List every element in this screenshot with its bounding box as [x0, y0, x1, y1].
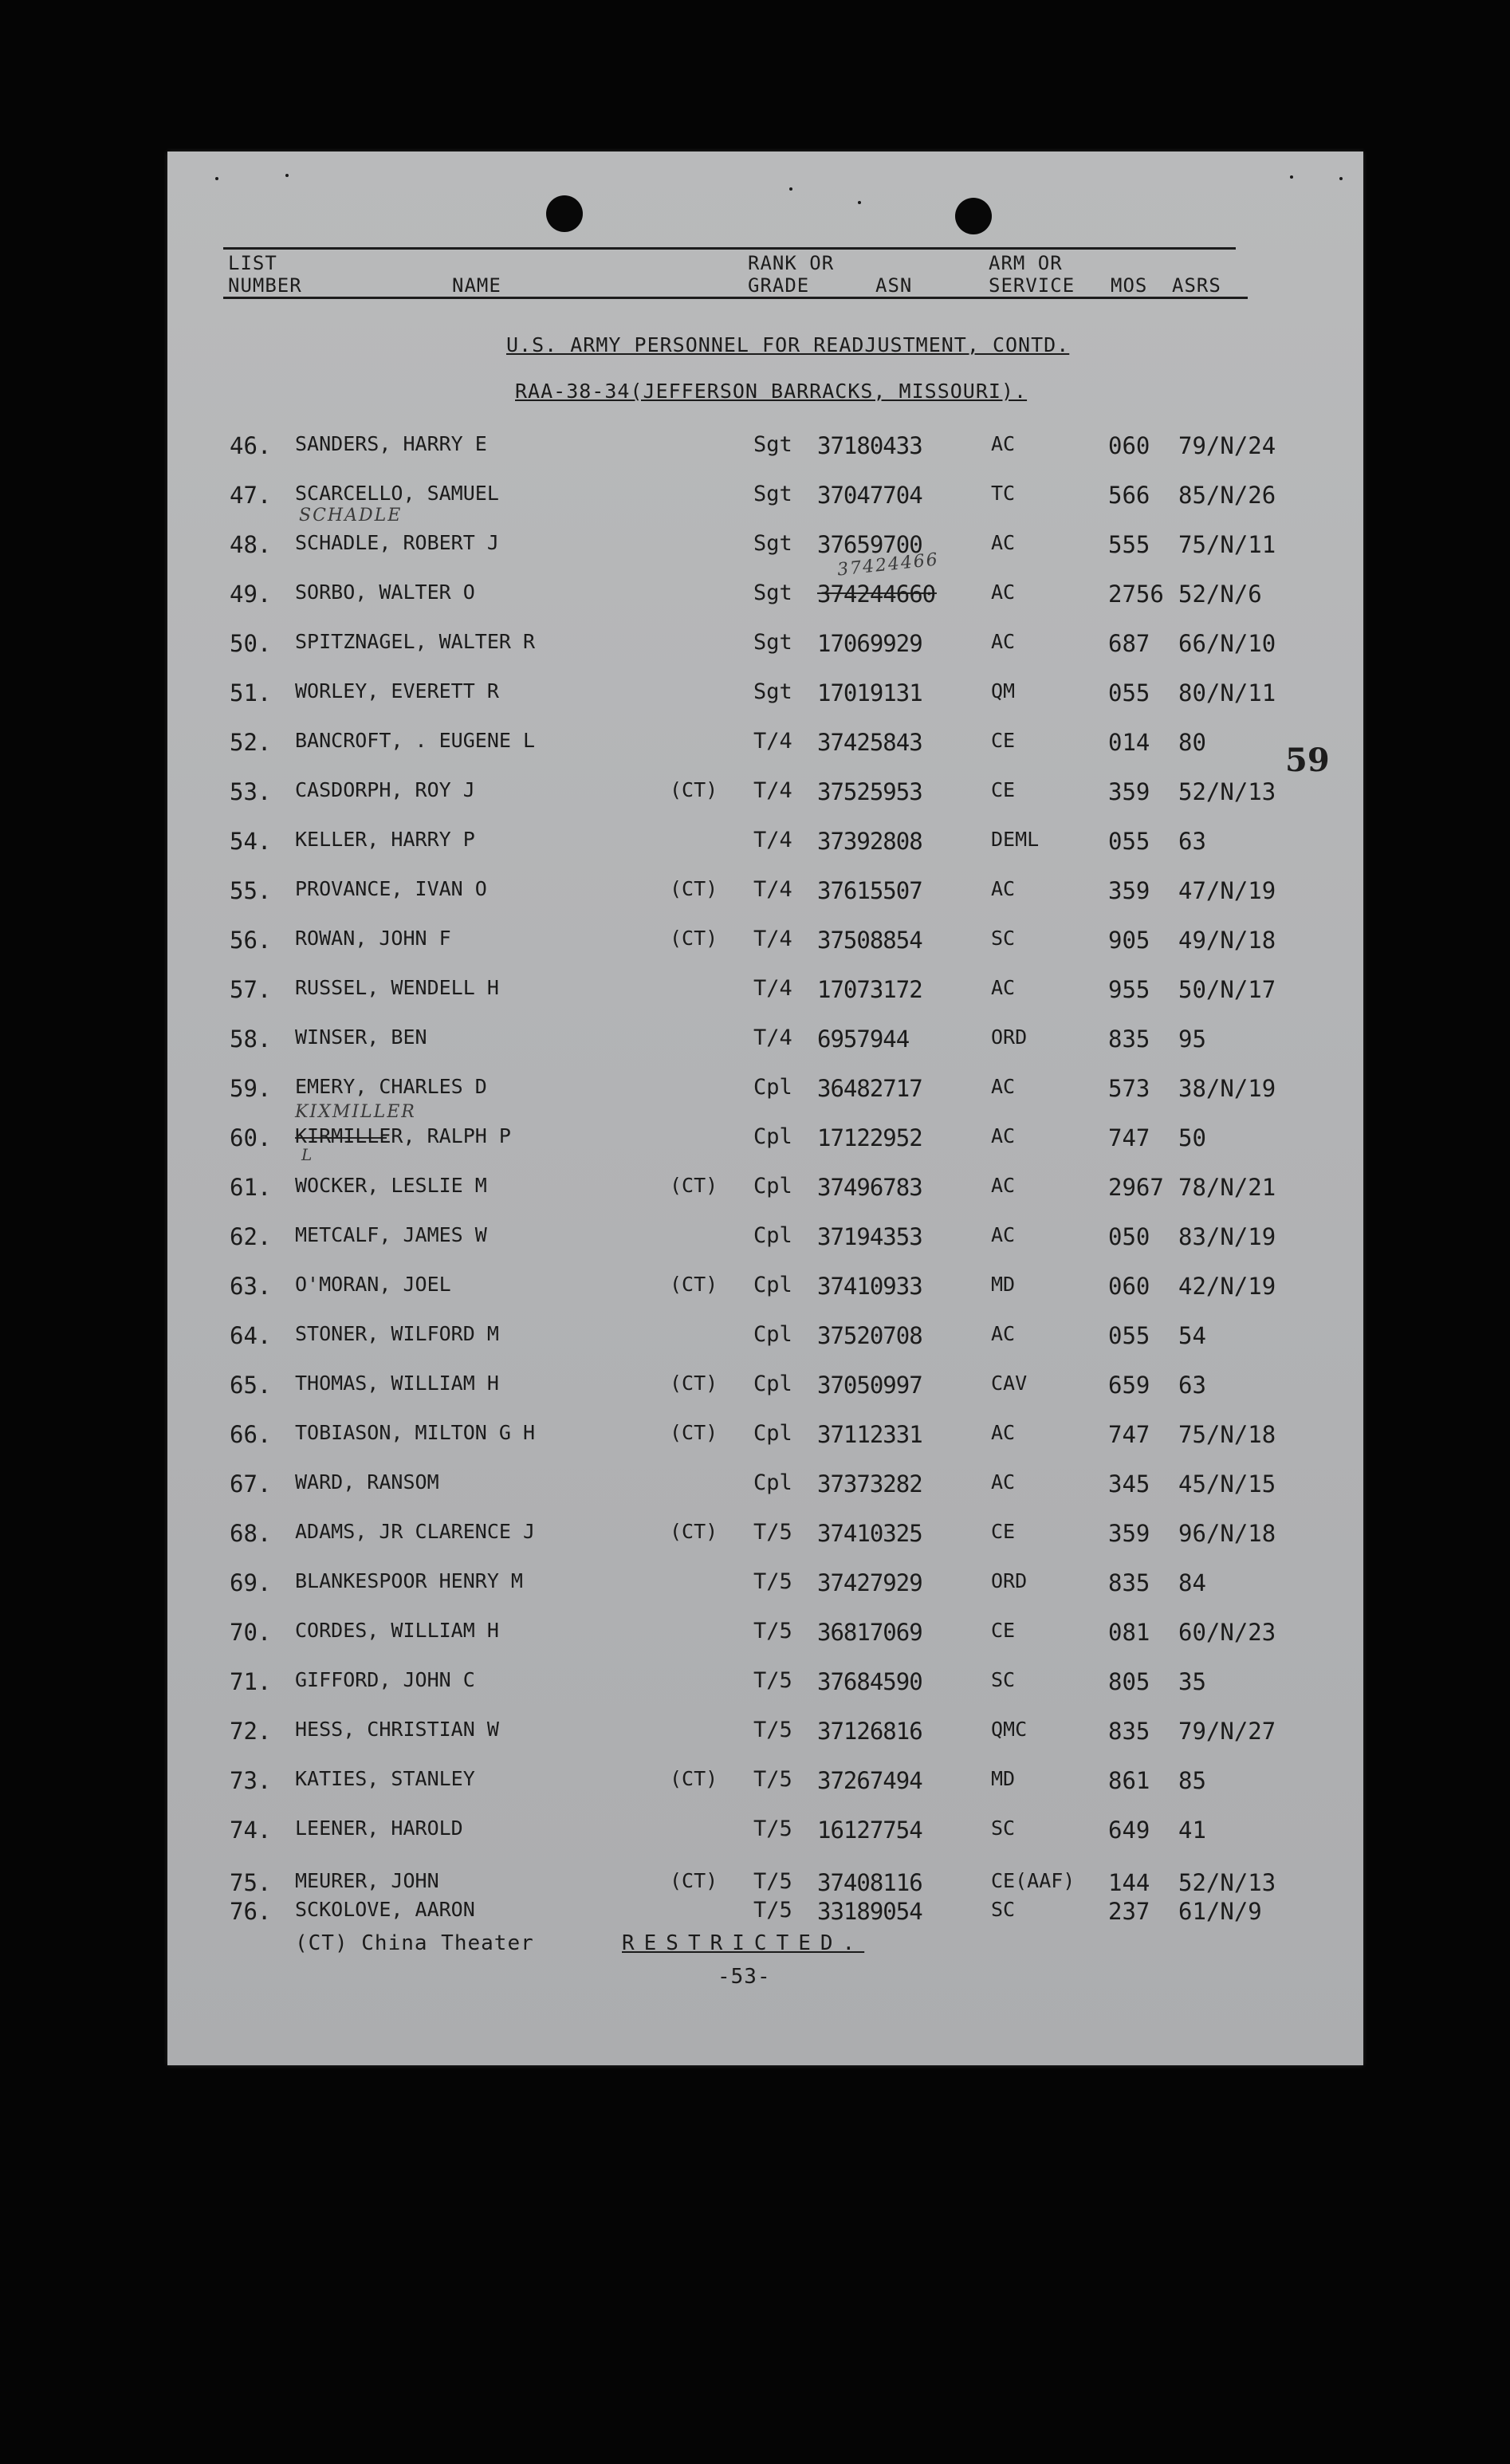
table-row	[167, 1817, 1363, 1848]
table-row	[167, 1520, 1363, 1552]
cell-name: SCKOLOVE, AARON	[295, 1898, 475, 1921]
cell-asn: 33189054	[817, 1898, 922, 1925]
cell-grade: Cpl	[753, 1470, 792, 1495]
cell-num: 63.	[230, 1273, 272, 1300]
cell-name: WARD, RANSOM	[295, 1470, 439, 1494]
cell-arm: AC	[991, 1174, 1016, 1197]
cell-name: SCHADLE, ROBERT J	[295, 531, 499, 554]
cell-grade: T/5	[753, 1817, 792, 1841]
cell-num: 58.	[230, 1025, 272, 1053]
header-list-line2: NUMBER	[228, 274, 302, 297]
cell-asn: 37180433	[817, 432, 922, 459]
cell-arm: SC	[991, 1817, 1016, 1840]
cell-num: 65.	[230, 1372, 272, 1399]
side-page-number: 59	[1285, 742, 1330, 779]
cell-arm: AC	[991, 432, 1016, 455]
cell-arm: ORD	[991, 1025, 1028, 1049]
header-mos: MOS	[1111, 274, 1148, 297]
cell-mos: 566	[1108, 482, 1150, 509]
cell-name: SCARCELLO, SAMUEL	[295, 482, 499, 505]
cell-arm: CE(AAF)	[991, 1869, 1075, 1892]
cell-asn: 37508854	[817, 927, 922, 954]
cell-mos: 2756	[1108, 581, 1164, 608]
cell-mos: 905	[1108, 927, 1150, 954]
cell-mos: 835	[1108, 1569, 1150, 1596]
table-row	[167, 1174, 1363, 1206]
cell-grade: Cpl	[753, 1075, 792, 1100]
cell-asrs: 95	[1178, 1025, 1206, 1053]
cell-asn: 37615507	[817, 877, 922, 904]
cell-arm: TC	[991, 482, 1016, 505]
header-asn: ASN	[875, 274, 913, 297]
cell-num: 62.	[230, 1223, 272, 1250]
cell-name: O'MORAN, JOEL	[295, 1273, 451, 1296]
handwritten-asn-correction: 37424466	[836, 549, 940, 581]
cell-arm: MD	[991, 1273, 1016, 1296]
cell-arm: AC	[991, 531, 1016, 554]
table-row	[167, 828, 1363, 860]
cell-asn: 37194353	[817, 1223, 922, 1250]
cell-mos: 237	[1108, 1898, 1150, 1925]
handwritten-schadle: SCHADLE	[299, 506, 403, 525]
cell-asn: 37520708	[817, 1322, 922, 1349]
cell-arm: AC	[991, 1470, 1016, 1494]
cell-arm: CE	[991, 1619, 1016, 1642]
cell-num: 64.	[230, 1322, 272, 1349]
table-row	[167, 679, 1363, 711]
cell-grade: T/4	[753, 1025, 792, 1050]
cell-asrs: 49/N/18	[1178, 927, 1276, 954]
cell-mos: 359	[1108, 877, 1150, 904]
header-rank-line2: GRADE	[748, 274, 810, 297]
handwritten-l-mark: L	[301, 1145, 314, 1164]
cell-mos: 055	[1108, 679, 1150, 707]
cell-num: 54.	[230, 828, 272, 855]
cell-grade: Sgt	[753, 432, 792, 457]
cell-mos: 060	[1108, 1273, 1150, 1300]
table-row	[167, 1124, 1363, 1156]
table-row	[167, 1869, 1363, 1901]
cell-name: SPITZNAGEL, WALTER R	[295, 630, 536, 653]
cell-num: 61.	[230, 1174, 272, 1201]
cell-name: PROVANCE, IVAN O	[295, 877, 487, 900]
cell-arm: DEML	[991, 828, 1040, 851]
cell-num: 47.	[230, 482, 272, 509]
cell-num: 69.	[230, 1569, 272, 1596]
cell-asn: 37427929	[817, 1569, 922, 1596]
cell-asrs: 75/N/11	[1178, 531, 1276, 558]
cell-name: WORLEY, EVERETT R	[295, 679, 499, 703]
cell-arm: CAV	[991, 1372, 1028, 1395]
cell-num: 56.	[230, 927, 272, 954]
cell-num: 67.	[230, 1470, 272, 1498]
cell-asrs: 85	[1178, 1767, 1206, 1794]
cell-name: MEURER, JOHN	[295, 1869, 439, 1892]
cell-arm: CE	[991, 778, 1016, 801]
cell-grade: Sgt	[753, 581, 792, 605]
header-arm-line2: SERVICE	[989, 274, 1075, 297]
cell-name: RUSSEL, WENDELL H	[295, 976, 499, 999]
cell-name: CASDORPH, ROY J	[295, 778, 475, 801]
cell-asrs: 45/N/15	[1178, 1470, 1276, 1498]
cell-mos: 050	[1108, 1223, 1150, 1250]
cell-asrs: 79/N/24	[1178, 432, 1276, 459]
cell-grade: Cpl	[753, 1124, 792, 1149]
cell-asn: 37267494	[817, 1767, 922, 1794]
cell-asn: 37659700	[817, 531, 922, 558]
cell-num: 48.	[230, 531, 272, 558]
cell-grade: T/5	[753, 1520, 792, 1545]
cell-mos: 359	[1108, 1520, 1150, 1547]
cell-asrs: 79/N/27	[1178, 1718, 1276, 1745]
cell-asrs: 96/N/18	[1178, 1520, 1276, 1547]
cell-asn: 37408116	[817, 1869, 922, 1896]
cell-name: BANCROFT, . EUGENE L	[295, 729, 536, 752]
document-subtitle: RAA-38-34(JEFFERSON BARRACKS, MISSOURI).	[515, 380, 1028, 403]
document-page	[167, 152, 1363, 2065]
table-row	[167, 1668, 1363, 1700]
table-row	[167, 1421, 1363, 1453]
cell-ct: (CT)	[670, 1174, 718, 1197]
cell-grade: T/5	[753, 1668, 792, 1693]
cell-asn: 37684590	[817, 1668, 922, 1695]
cell-mos: 359	[1108, 778, 1150, 805]
cell-ct: (CT)	[670, 1767, 718, 1790]
cell-mos: 345	[1108, 1470, 1150, 1498]
cell-asrs: 52/N/13	[1178, 778, 1276, 805]
cell-asrs: 52/N/6	[1178, 581, 1262, 608]
table-row	[167, 877, 1363, 909]
cell-grade: T/4	[753, 976, 792, 1001]
cell-asn: 37425843	[817, 729, 922, 756]
cell-asn: 37410933	[817, 1273, 922, 1300]
cell-num: 76.	[230, 1898, 272, 1925]
table-row	[167, 1619, 1363, 1651]
cell-arm: AC	[991, 1124, 1016, 1147]
cell-asn: 37112331	[817, 1421, 922, 1448]
cell-grade: Sgt	[753, 482, 792, 506]
cell-num: 46.	[230, 432, 272, 459]
cell-num: 74.	[230, 1817, 272, 1844]
cell-name: ROWAN, JOHN F	[295, 927, 451, 950]
cell-arm: AC	[991, 1421, 1016, 1444]
cell-mos: 687	[1108, 630, 1150, 657]
cell-mos: 573	[1108, 1075, 1150, 1102]
cell-name: WINSER, BEN	[295, 1025, 427, 1049]
cell-num: 60.	[230, 1124, 272, 1151]
handwritten-kixmiller: KIXMILLER	[295, 1102, 416, 1122]
cell-name: KIRMILLER, RALPH P	[295, 1124, 511, 1147]
table-row	[167, 630, 1363, 662]
cell-mos: 835	[1108, 1025, 1150, 1053]
table-row	[167, 778, 1363, 810]
cell-mos: 861	[1108, 1767, 1150, 1794]
cell-asn: 17073172	[817, 976, 922, 1003]
cell-num: 68.	[230, 1520, 272, 1547]
cell-grade: T/4	[753, 877, 792, 902]
header-rank-line1: RANK OR	[748, 252, 835, 274]
cell-grade: Cpl	[753, 1322, 792, 1347]
cell-arm: MD	[991, 1767, 1016, 1790]
cell-ct: (CT)	[670, 1869, 718, 1892]
cell-num: 73.	[230, 1767, 272, 1794]
cell-mos: 144	[1108, 1869, 1150, 1896]
cell-name: KELLER, HARRY P	[295, 828, 475, 851]
cell-asn: 37392808	[817, 828, 922, 855]
header-list-line1: LIST	[228, 252, 277, 274]
cell-name: THOMAS, WILLIAM H	[295, 1372, 499, 1395]
cell-name: BLANKESPOOR HENRY M	[295, 1569, 523, 1592]
cell-name: SORBO, WALTER O	[295, 581, 475, 604]
cell-num: 70.	[230, 1619, 272, 1646]
cell-num: 59.	[230, 1075, 272, 1102]
footer-page-number: -53-	[718, 1965, 771, 1989]
cell-num: 75.	[230, 1869, 272, 1896]
cell-arm: QM	[991, 679, 1016, 703]
cell-name: KATIES, STANLEY	[295, 1767, 475, 1790]
cell-asn: 36482717	[817, 1075, 922, 1102]
cell-num: 50.	[230, 630, 272, 657]
cell-num: 66.	[230, 1421, 272, 1448]
cell-asrs: 50/N/17	[1178, 976, 1276, 1003]
table-row	[167, 432, 1363, 464]
cell-ct: (CT)	[670, 877, 718, 900]
cell-grade: Cpl	[753, 1372, 792, 1396]
cell-ct: (CT)	[670, 1273, 718, 1296]
table-row	[167, 1718, 1363, 1750]
cell-asn: 17122952	[817, 1124, 922, 1151]
table-row	[167, 1273, 1363, 1305]
cell-grade: Sgt	[753, 679, 792, 704]
cell-grade: T/5	[753, 1898, 792, 1923]
table-row	[167, 1767, 1363, 1799]
cell-arm: SC	[991, 1668, 1016, 1691]
cell-name: HESS, CHRISTIAN W	[295, 1718, 499, 1741]
cell-asrs: 85/N/26	[1178, 482, 1276, 509]
cell-asrs: 60/N/23	[1178, 1619, 1276, 1646]
cell-arm: AC	[991, 630, 1016, 653]
cell-asn: 37496783	[817, 1174, 922, 1201]
cell-mos: 014	[1108, 729, 1150, 756]
cell-arm: AC	[991, 877, 1016, 900]
cell-arm: AC	[991, 1075, 1016, 1098]
cell-ct: (CT)	[670, 778, 718, 801]
cell-asrs: 50	[1178, 1124, 1206, 1151]
cell-grade: Cpl	[753, 1223, 792, 1248]
header-asrs: ASRS	[1172, 274, 1221, 297]
cell-asrs: 52/N/13	[1178, 1869, 1276, 1896]
cell-num: 53.	[230, 778, 272, 805]
cell-mos: 060	[1108, 432, 1150, 459]
cell-mos: 081	[1108, 1619, 1150, 1646]
cell-grade: Cpl	[753, 1273, 792, 1297]
cell-name: CORDES, WILLIAM H	[295, 1619, 499, 1642]
cell-ct: (CT)	[670, 1372, 718, 1395]
cell-num: 57.	[230, 976, 272, 1003]
cell-asn: 37126816	[817, 1718, 922, 1745]
header-name: NAME	[452, 274, 501, 297]
table-row	[167, 1372, 1363, 1403]
cell-mos: 805	[1108, 1668, 1150, 1695]
cell-num: 51.	[230, 679, 272, 707]
table-row	[167, 1470, 1363, 1502]
cell-asn: 16127754	[817, 1817, 922, 1844]
cell-asrs: 35	[1178, 1668, 1206, 1695]
table-row	[167, 1075, 1363, 1107]
table-row	[167, 1322, 1363, 1354]
cell-asrs: 42/N/19	[1178, 1273, 1276, 1300]
cell-mos: 955	[1108, 976, 1150, 1003]
table-row	[167, 482, 1363, 514]
cell-grade: T/4	[753, 828, 792, 852]
cell-num: 72.	[230, 1718, 272, 1745]
table-row	[167, 1898, 1363, 1930]
cell-num: 52.	[230, 729, 272, 756]
cell-mos: 649	[1108, 1817, 1150, 1844]
cell-grade: T/5	[753, 1569, 792, 1594]
cell-arm: AC	[991, 976, 1016, 999]
cell-grade: Sgt	[753, 531, 792, 556]
footer-legend: (CT) China Theater	[295, 1931, 534, 1955]
table-row	[167, 581, 1363, 612]
cell-mos: 055	[1108, 1322, 1150, 1349]
cell-arm: AC	[991, 581, 1016, 604]
table-row	[167, 976, 1363, 1008]
cell-grade: Sgt	[753, 630, 792, 655]
cell-num: 55.	[230, 877, 272, 904]
cell-asrs: 54	[1178, 1322, 1206, 1349]
cell-asrs: 61/N/9	[1178, 1898, 1262, 1925]
cell-arm: SC	[991, 927, 1016, 950]
cell-grade: T/5	[753, 1767, 792, 1792]
footer-restricted: RESTRICTED.	[622, 1931, 865, 1955]
cell-name: GIFFORD, JOHN C	[295, 1668, 475, 1691]
cell-name: METCALF, JAMES W	[295, 1223, 487, 1246]
cell-asrs: 80/N/11	[1178, 679, 1276, 707]
cell-ct: (CT)	[670, 1520, 718, 1543]
cell-name: EMERY, CHARLES D	[295, 1075, 487, 1098]
cell-ct: (CT)	[670, 1421, 718, 1444]
cell-asn: 6957944	[817, 1025, 910, 1053]
cell-asrs: 63	[1178, 1372, 1206, 1399]
table-row	[167, 729, 1363, 761]
header-arm-line1: ARM OR	[989, 252, 1063, 274]
cell-asn: 37373282	[817, 1470, 922, 1498]
cell-grade: T/4	[753, 778, 792, 803]
cell-asn: 36817069	[817, 1619, 922, 1646]
cell-mos: 747	[1108, 1124, 1150, 1151]
cell-grade: Cpl	[753, 1421, 792, 1446]
cell-asrs: 41	[1178, 1817, 1206, 1844]
cell-asrs: 47/N/19	[1178, 877, 1276, 904]
cell-arm: SC	[991, 1898, 1016, 1921]
cell-ct: (CT)	[670, 927, 718, 950]
cell-asrs: 66/N/10	[1178, 630, 1276, 657]
table-row	[167, 1223, 1363, 1255]
cell-arm: AC	[991, 1322, 1016, 1345]
cell-asn: 37050997	[817, 1372, 922, 1399]
cell-mos: 835	[1108, 1718, 1150, 1745]
cell-arm: CE	[991, 729, 1016, 752]
cell-asrs: 63	[1178, 828, 1206, 855]
cell-grade: T/5	[753, 1718, 792, 1742]
cell-name: LEENER, HAROLD	[295, 1817, 463, 1840]
cell-asrs: 80	[1178, 729, 1206, 756]
cell-asrs: 38/N/19	[1178, 1075, 1276, 1102]
cell-grade: T/5	[753, 1619, 792, 1643]
cell-asn: 37047704	[817, 482, 922, 509]
cell-grade: T/4	[753, 729, 792, 754]
cell-name: SANDERS, HARRY E	[295, 432, 487, 455]
cell-mos: 747	[1108, 1421, 1150, 1448]
cell-asn: 37410325	[817, 1520, 922, 1547]
cell-asrs: 83/N/19	[1178, 1223, 1276, 1250]
cell-arm: AC	[991, 1223, 1016, 1246]
table-row	[167, 1569, 1363, 1601]
cell-asrs: 78/N/21	[1178, 1174, 1276, 1201]
cell-name: ADAMS, JR CLARENCE J	[295, 1520, 536, 1543]
cell-arm: CE	[991, 1520, 1016, 1543]
cell-asn: 37525953	[817, 778, 922, 805]
cell-grade: T/4	[753, 927, 792, 951]
cell-asrs: 84	[1178, 1569, 1206, 1596]
cell-asn: 17019131	[817, 679, 922, 707]
cell-num: 71.	[230, 1668, 272, 1695]
table-row	[167, 1025, 1363, 1057]
table-row	[167, 927, 1363, 958]
cell-arm: QMC	[991, 1718, 1028, 1741]
cell-arm: ORD	[991, 1569, 1028, 1592]
cell-mos: 055	[1108, 828, 1150, 855]
cell-num: 49.	[230, 581, 272, 608]
cell-grade: T/5	[753, 1869, 792, 1894]
cell-name: TOBIASON, MILTON G H	[295, 1421, 536, 1444]
cell-asn: 17069929	[817, 630, 922, 657]
cell-mos: 659	[1108, 1372, 1150, 1399]
cell-grade: Cpl	[753, 1174, 792, 1199]
cell-mos: 555	[1108, 531, 1150, 558]
table-row	[167, 531, 1363, 563]
cell-name: WOCKER, LESLIE M	[295, 1174, 487, 1197]
cell-asrs: 75/N/18	[1178, 1421, 1276, 1448]
cell-name: STONER, WILFORD M	[295, 1322, 499, 1345]
personnel-table	[167, 152, 1363, 2065]
cell-mos: 2967	[1108, 1174, 1164, 1201]
cell-asn: 374244660	[817, 581, 936, 608]
document-title: U.S. ARMY PERSONNEL FOR READJUSTMENT, CONTD.	[506, 333, 1070, 356]
